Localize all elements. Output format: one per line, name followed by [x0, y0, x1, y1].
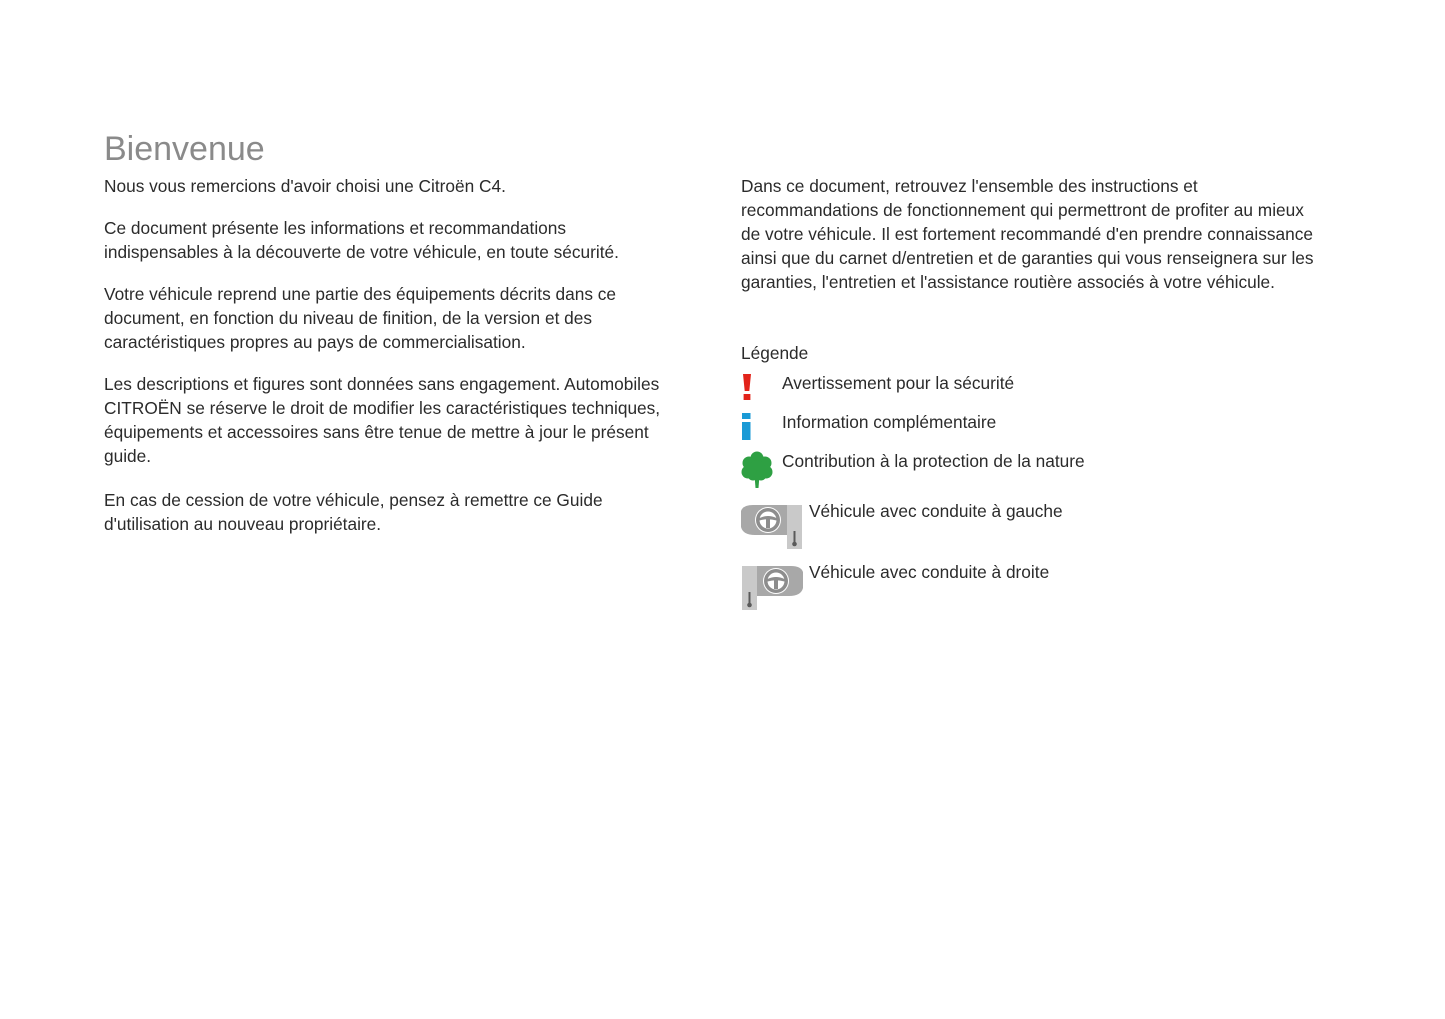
paragraph-thanks: Nous vous remercions d'avoir choisi une Citroën C4.	[104, 176, 506, 196]
legend-label-right-hand-drive: Véhicule avec conduite à droite	[809, 562, 1050, 582]
legend-label-info: Information complémentaire	[782, 412, 997, 432]
paragraph-intro: Dans ce document, retrouvez l'ensemble des instructions et recommandations de fonctionnement qui permettront de profiter au mieux de votre véhicule. Il est fortement recommandé d'en prendre connaissance ainsi que du carnet d/entretien et de garanties qui vous renseignera sur les garanties, l'entretien et l'assistance routière associés à votre véhicule.	[741, 176, 1314, 292]
paragraph-resale: En cas de cession de votre véhicule, pensez à remettre ce Guide d'utilisation au nouveau propriétaire.	[104, 490, 603, 534]
left-column	[104, 174, 664, 536]
legend-label-warning: Avertissement pour la sécurité	[782, 373, 1015, 393]
right-column	[741, 174, 1321, 294]
legend-label-left-hand-drive: Véhicule avec conduite à gauche	[809, 501, 1063, 521]
info-icon	[741, 413, 753, 446]
right-hand-drive-icon	[741, 564, 803, 618]
legend-title: Légende	[741, 343, 809, 363]
tree-icon	[741, 451, 773, 495]
paragraph-disclaimer: Les descriptions et figures sont données sans engagement. Automobiles CITROËN se réserve le droit de modifier les caractéristiques techniques, équipements et accessoires sans être tenue de mettre à jour le présent guide.	[104, 374, 661, 466]
left-hand-drive-icon	[741, 503, 803, 557]
legend-label-nature: Contribution à la protection de la nature	[782, 451, 1085, 471]
paragraph-equipment: Votre véhicule reprend une partie des équipements décrits dans ce document, en fonction du niveau de finition, de la version et des caractéristiques propres au pays de commercialisation.	[104, 284, 617, 352]
warning-exclamation-icon	[741, 374, 753, 406]
page-title: Bienvenue	[104, 130, 265, 168]
paragraph-purpose: Ce document présente les informations et recommandations indispensables à la découverte de votre véhicule, en toute sécurité.	[104, 218, 619, 262]
